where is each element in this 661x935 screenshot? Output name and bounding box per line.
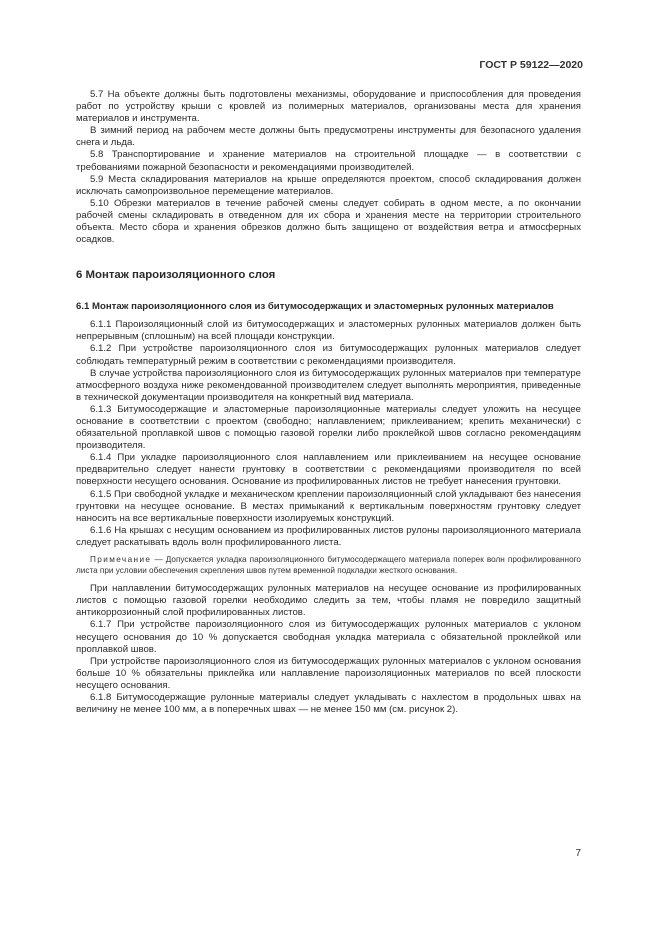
paragraph-6-1-6: 6.1.6 На крышах с несущим основанием из профилированных листов рулоны пароизоляционного материала следует раскатывать вдоль волн профилированного листа. <box>76 524 581 548</box>
paragraph-low-temperature: В случае устройства пароизоляционного слоя из битумосодержащих рулонных материалов при температуре атмосферного воздуха ниже рекомендованной производителем следует выполнять мероприятия, приведенные в технической документации производителя на конкретный вид материала. <box>76 367 581 403</box>
paragraph-6-1-5: 6.1.5 При свободной укладке и механическом креплении пароизоляционный слой укладывают без нанесения грунтовки на несущее основание. В местах примыканий к вертикальным поверхностям грунтовку следует наносить на все вертикальные поверхности изолируемых конструкций. <box>76 488 581 524</box>
page-number: 7 <box>575 848 581 859</box>
paragraph-winter: В зимний период на рабочем месте должны быть предусмотрены инструменты для безопасного удаления снега и льда. <box>76 125 581 149</box>
subsection-heading: 6.1 Монтаж пароизоляционного слоя из битумосодержащих и эластомерных рулонных материалов <box>76 301 554 313</box>
paragraph-6-1-3: 6.1.3 Битумосодержащие и эластомерные пароизоляционные материалы следует уложить на несущее основание в соответствии с проектом (свободно; наплавлением; приклеиванием; крепить механически) с обязательной проплавкой швов с помощью газовой горелки либо проклейкой швов согласно рекомендациям производителя. <box>76 403 581 452</box>
note-label: Примечание <box>90 555 152 564</box>
note-text: — Допускается укладка пароизоляционного битумосодержащего материала поперек волн профилированного листа при условии обеспечения скрепления швов путем временной подкладки жесткого основания. <box>76 555 581 575</box>
section-heading: 6 Монтаж пароизоляционного слоя <box>76 269 276 282</box>
standard-designation: ГОСТ Р 59122—2020 <box>479 59 583 71</box>
paragraph-5-8: 5.8 Транспортирование и хранение материалов на строительной площадке — в соответствии с требованиями пожарной безопасности и рекомендациями производителей. <box>76 149 581 173</box>
paragraph-6-1-8: 6.1.8 Битумосодержащие рулонные материалы следует укладывать с нахлестом в продольных швах на величину не менее 100 мм, а в поперечных швах — не менее 150 мм (см. рисунок 2). <box>76 692 581 716</box>
paragraph-5-10: 5.10 Обрезки материалов в течение рабочей смены следует собирать в одном месте, а по окончании рабочей смены складировать в отведенном для их сбора и хранения месте на территории строительного объекта. Место сбора и хранения обрезков должно быть защищено от воздействия ветра и атмосферных осадков. <box>76 197 581 246</box>
paragraph-6-1-2: 6.1.2 При устройстве пароизоляционного слоя из битумосодержащих рулонных материалов следует соблюдать температурный режим в соответствии с рекомендациями производителя. <box>76 343 581 367</box>
paragraph-6-1-4: 6.1.4 При укладке пароизоляционного слоя наплавлением или приклеиванием на несущее основание предварительно следует нанести грунтовку в соответствии с рекомендациями производителя по всей поверхности несущего основания. Основание из профилированных листов не требует нанесения грунтовки. <box>76 452 581 488</box>
note-block <box>76 555 581 576</box>
paragraph-slope-over-10: При устройстве пароизоляционного слоя из битумосодержащих рулонных материалов с уклоном основания больше 10 % обязательны приклейка или наплавление пароизоляционных материалов по всей плоскости несущего основания. <box>76 655 581 691</box>
paragraph-5-7: 5.7 На объекте должны быть подготовлены механизмы, оборудование и приспособления для проведения работ по устройству крыши с кровлей из полимерных материалов, организованы места для хранения материалов и инструмента. <box>76 89 581 125</box>
document-body <box>76 89 581 716</box>
paragraph-6-1-1: 6.1.1 Пароизоляционный слой из битумосодержащих и эластомерных рулонных материалов должен быть непрерывным (сплошным) на всей площади конструкции. <box>76 319 581 343</box>
paragraph-6-1-7: 6.1.7 При устройстве пароизоляционного слоя из битумосодержащих рулонных материалов с уклоном несущего основания до 10 % допускается свободная укладка материала с обязательной проклейкой или проплавкой швов. <box>76 619 581 655</box>
paragraph-fusing: При наплавлении битумосодержащих рулонных материалов на несущее основание из профилированных листов с помощью газовой горелки необходимо следить за тем, чтобы пламя не повредило защитный антикоррозионный слой профилированных листов. <box>76 583 581 619</box>
paragraph-5-9: 5.9 Места складирования материалов на крыше определяются проектом, способ складирования должен исключать самопроизвольное перемещение материалов. <box>76 173 581 197</box>
